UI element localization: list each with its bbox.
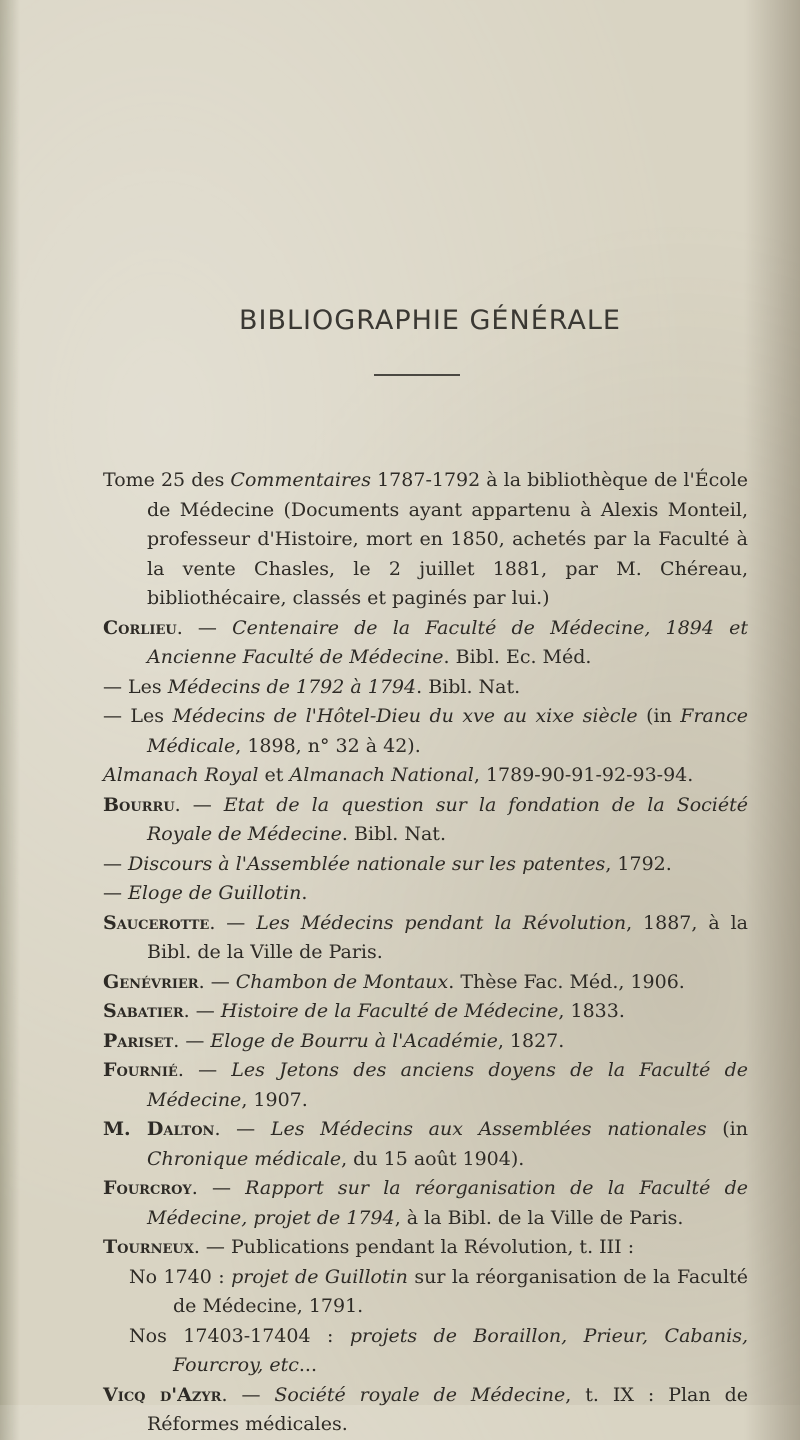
bibliography-entry (103, 673, 748, 703)
entry-dash: . — (174, 793, 224, 816)
entry-dash: — (103, 882, 129, 904)
entry-rest: , à la Bibl. de la Ville de Paris. (394, 1206, 684, 1229)
entry-rest: , 1887, à la Bibl. de la Ville de Paris. (147, 911, 748, 963)
bibliography-entry (103, 1115, 748, 1174)
entry-title: Chambon de Montaux (235, 970, 449, 993)
entry-title: Société royale de Médecine (274, 1383, 566, 1406)
entry-title: Médecins de 1792 à 1794 (167, 675, 417, 698)
entry-title: Les Médecins aux Assemblées nationales (270, 1118, 707, 1140)
entry-author: Tourneux (103, 1236, 194, 1258)
entry-title: Rapport sur la réorganisation de la Faculté de Médecine, projet de 1794 (147, 1177, 748, 1229)
subentry-rest: sur la réorganisation de la Faculté de Médecine, 1791. (173, 1265, 749, 1317)
entry-title: Les Jetons des anciens doyens de la Faculté de Médecine (147, 1059, 748, 1111)
bibliography-entry (103, 968, 748, 998)
entry-rest: (in (637, 705, 681, 727)
entry-rest: Publications pendant la Révolution, t. III : (230, 1236, 635, 1258)
entry-title: Centenaire de la Faculté de Médecine, 1894 et Ancienne Faculté de Médecine (147, 616, 749, 668)
bibliography-entry (103, 614, 748, 673)
bibliography-entry (103, 1027, 748, 1057)
entry-dash: . — (193, 1236, 231, 1258)
entry-title: Histoire de la Faculté de Médecine (220, 1000, 559, 1022)
entry-rest: et (258, 764, 290, 786)
entry-dash: — Les (103, 705, 173, 727)
entry-lead: Tome 25 des (103, 469, 231, 491)
entry-author: Fourcroy (103, 1177, 192, 1199)
entry-dash: . — (177, 1059, 232, 1081)
bibliography-entry (103, 1381, 748, 1440)
bibliography-entry (103, 702, 748, 761)
bibliography-subentry (103, 1263, 748, 1322)
entry-rest: . (301, 882, 308, 904)
entry-dash: . — (209, 911, 257, 934)
entry-dash: . — (198, 970, 236, 993)
entry-rest: 1787-1792 à la bibliothèque de l'École de Médecine (Documents ayant appartenu à Alexis Monteil, professeur d'Histoire, mort en 1850, achetés par la Faculté à la vente Chasles, le 2 juillet 1881, par M. Chéreau, bibliothécaire, classés et paginés par lui.) (147, 469, 748, 609)
subentry-title: projet de Guillotin (231, 1265, 408, 1288)
entry-dash: . — (214, 1118, 271, 1140)
entry-author: Genévrier (103, 970, 199, 993)
entry-rest: , 1898, n° 32 à 42). (235, 734, 421, 757)
entry-author: Vicq d'Azyr (103, 1383, 222, 1406)
entry-rest: (in (706, 1118, 748, 1140)
subentry-number: Nos 17403-17404 : (129, 1324, 350, 1347)
entry-author: Fournié (103, 1059, 178, 1081)
subentry-number: No 1740 : (129, 1265, 232, 1288)
entry-dash: . — (191, 1177, 246, 1199)
entry-title: France Médicale (147, 705, 748, 757)
bibliography-entry (103, 850, 748, 880)
entry-title: Discours à l'Assemblée nationale sur les patentes (128, 852, 606, 875)
entry-author: M. Dalton (103, 1118, 215, 1140)
bibliography-entry (103, 1174, 748, 1233)
entry-rest: , 1907. (241, 1088, 308, 1111)
entry-title: Eloge de Bourru à l'Académie (210, 1029, 498, 1052)
entry-rest: , t. IX : Plan de Réformes médicales. (147, 1383, 748, 1435)
entry-dash: . — (173, 1029, 211, 1052)
entry-dash: . — (183, 1000, 221, 1022)
entry-rest: , 1792. (605, 852, 672, 875)
heading-rule (374, 374, 460, 376)
page-heading: BIBLIOGRAPHIE GÉNÉRALE (239, 305, 621, 336)
entry-author: Sabatier (103, 1000, 184, 1022)
bibliography-subentry (103, 1322, 748, 1381)
entry-title: Eloge de Guillotin (128, 882, 302, 904)
entry-rest: , 1789-90-91-92-93-94. (473, 764, 694, 786)
bibliography-entry (103, 997, 748, 1027)
entry-dash: — (103, 852, 129, 875)
entry-title: Almanach Royal (103, 764, 259, 786)
entry-author: Saucerotte (103, 911, 210, 934)
entry-title: Chronique médicale (147, 1147, 342, 1170)
entry-title: Almanach National (289, 764, 474, 786)
bibliography-entry (103, 1233, 748, 1263)
entry-rest: , 1827. (497, 1029, 565, 1052)
bibliography-entry (103, 791, 748, 850)
bibliography-entry (103, 909, 748, 968)
entry-rest: . Bibl. Nat. (341, 823, 446, 845)
entry-rest: . Thèse Fac. Méd., 1906. (448, 970, 685, 993)
entry-author: Corlieu (103, 616, 177, 639)
entry-author: Pariset (103, 1029, 174, 1052)
bibliography-entry (103, 879, 748, 909)
entry-title: Médecins de l'Hôtel-Dieu du xve au xixe siècle (172, 705, 638, 727)
subentry-rest: ... (298, 1354, 317, 1376)
bibliography-entry (103, 466, 748, 614)
entry-rest: , du 15 août 1904). (341, 1147, 525, 1170)
entry-dash: . — (176, 616, 233, 639)
entry-rest: . Bibl. Ec. Méd. (443, 646, 592, 668)
entry-title: Etat de la question sur la fondation de la Société Royale de Médecine (147, 793, 748, 845)
bibliography-list (103, 466, 748, 1440)
subentry-title: projets de Boraillon, Prieur, Cabanis, Fourcroy, etc (173, 1324, 748, 1376)
entry-dash: . — (221, 1383, 275, 1406)
bibliography-entry (103, 761, 748, 791)
entry-author: Bourru (103, 793, 175, 816)
entry-rest: . Bibl. Nat. (416, 675, 521, 698)
entry-title: Commentaires (230, 469, 372, 491)
bibliography-entry (103, 1056, 748, 1115)
entry-title: Les Médecins pendant la Révolution (256, 911, 627, 934)
entry-dash: — Les (103, 675, 168, 698)
entry-rest: , 1833. (558, 1000, 625, 1022)
